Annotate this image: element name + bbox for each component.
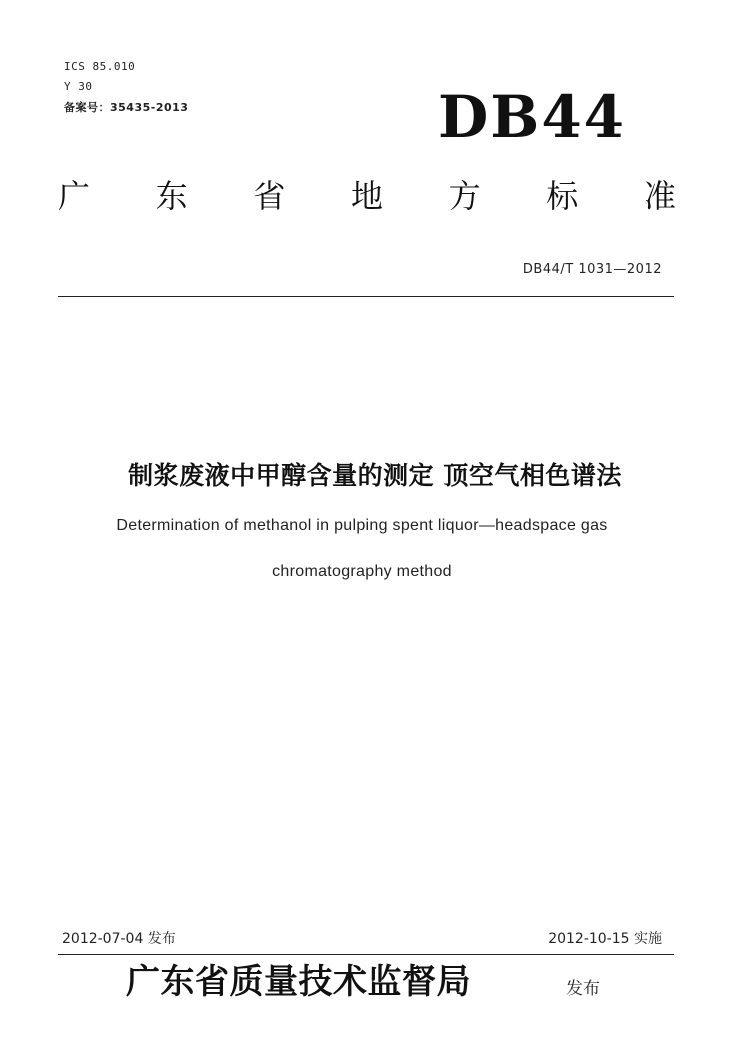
standard-number: DB44/T 1031—2012 bbox=[522, 262, 662, 277]
top-divider bbox=[58, 296, 674, 297]
standard-type-char: 方 bbox=[448, 177, 481, 215]
standard-type-char: 准 bbox=[643, 177, 676, 215]
standard-type bbox=[58, 177, 676, 215]
issue-date: 2012-07-04 发布 bbox=[62, 931, 176, 947]
title-chinese: 制浆废液中甲醇含量的测定 顶空气相色谱法 bbox=[128, 461, 622, 490]
bottom-divider bbox=[58, 954, 674, 955]
ccs-code: Y 30 bbox=[64, 80, 93, 93]
standard-code: DB44 bbox=[438, 83, 627, 151]
standard-type-char: 地 bbox=[350, 177, 383, 215]
title-english-line2: chromatography method bbox=[272, 563, 452, 580]
issuing-authority: 广东省质量技术监督局 bbox=[126, 962, 471, 1002]
title-english-line1: Determination of methanol in pulping spent liquor—headspace gas bbox=[116, 517, 608, 534]
standard-type-char: 东 bbox=[155, 177, 188, 215]
standard-type-char: 标 bbox=[546, 177, 579, 215]
standard-type-char: 广 bbox=[58, 177, 91, 215]
ics-code: ICS 85.010 bbox=[64, 60, 136, 73]
implementation-date: 2012-10-15 实施 bbox=[548, 931, 662, 947]
issuing-label: 发布 bbox=[566, 979, 600, 999]
standard-type-char: 省 bbox=[253, 177, 286, 215]
record-number: 备案号：35435-2013 bbox=[64, 101, 189, 114]
